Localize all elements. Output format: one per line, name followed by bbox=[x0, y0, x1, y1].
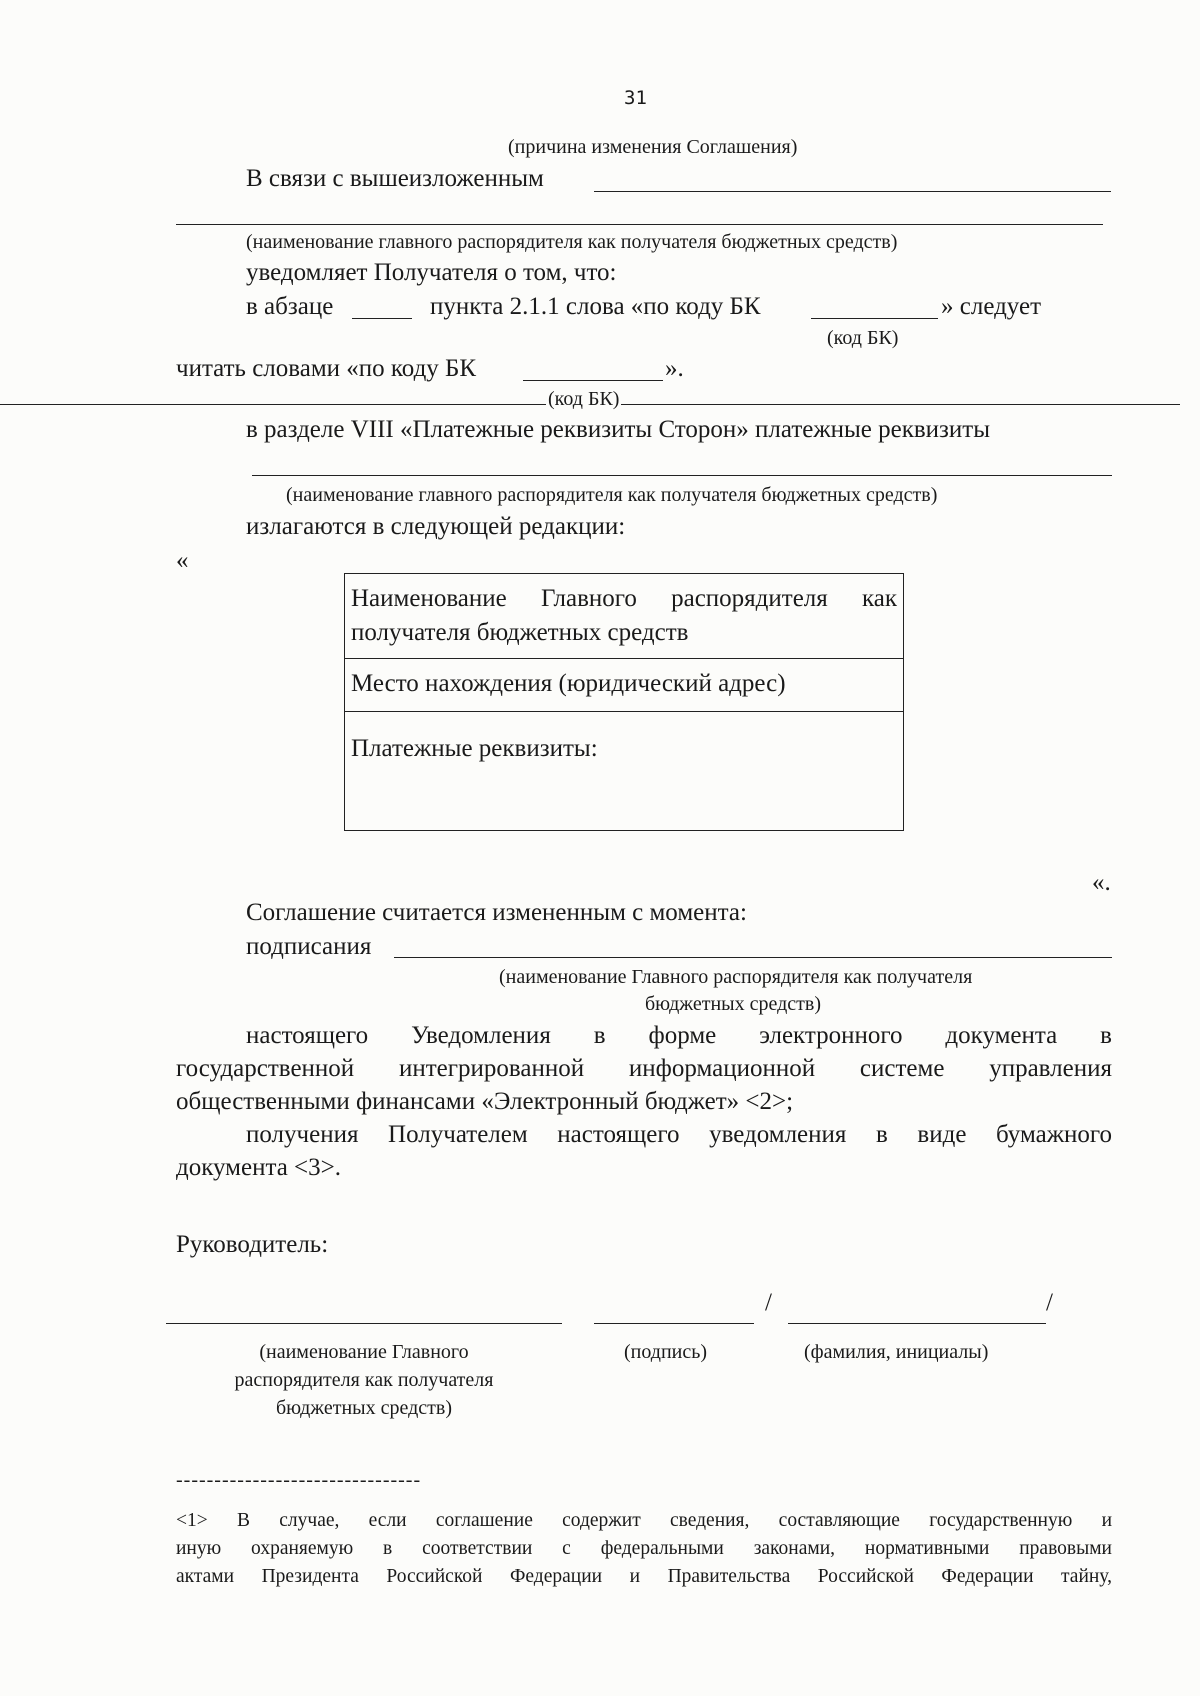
point-bk-text: пункта 2.1.1 слова «по коду БК bbox=[430, 293, 761, 320]
blank-line-kod-bk-2 bbox=[523, 380, 663, 381]
caption-kod-bk-1: (код БК) bbox=[827, 327, 899, 349]
payment-details-table bbox=[344, 573, 904, 831]
table-cell-line: получателя бюджетных средств bbox=[351, 619, 689, 646]
signing-text: подписания bbox=[246, 933, 372, 960]
caption-change-reason: (причина изменения Соглашения) bbox=[508, 136, 798, 158]
table-row bbox=[345, 712, 904, 831]
blank-line-kod-bk-1 bbox=[811, 318, 938, 319]
notice-form-line-3: общественными финансами «Электронный бюджет» <2>; bbox=[176, 1088, 794, 1115]
signature-line-fio bbox=[788, 1323, 1046, 1324]
closing-quote: «. bbox=[1092, 869, 1111, 896]
agreement-changed-text: Соглашение считается измененным с момента: bbox=[246, 899, 747, 926]
footnote-1-line-1: <1> В случае, если соглашение содержит сведения, составляющие государственную и bbox=[176, 1510, 1112, 1531]
caption-chief-manager-1: (наименование главного распорядителя как получателя бюджетных средств) bbox=[246, 231, 898, 253]
read-as-close: ». bbox=[665, 355, 684, 382]
receipt-line-2: документа <3>. bbox=[176, 1154, 342, 1181]
signature-line-name bbox=[166, 1323, 562, 1324]
signature-slash-2: / bbox=[1046, 1289, 1053, 1316]
sig-caption-name-3: бюджетных средств) bbox=[276, 1397, 452, 1419]
notice-form-line-1: настоящего Уведомления в форме электронного документа в bbox=[246, 1022, 1112, 1049]
blank-line-chief-manager-3 bbox=[394, 957, 1112, 958]
paragraph-label: в абзаце bbox=[246, 293, 334, 320]
notifies-recipient-text: уведомляет Получателя о том, что: bbox=[246, 259, 617, 286]
page-number: 31 bbox=[624, 87, 647, 109]
read-as-text: читать словами «по коду БК bbox=[176, 355, 477, 382]
blank-line-paragraph bbox=[352, 318, 412, 319]
in-connection-text: В связи с вышеизложенным bbox=[246, 165, 544, 192]
footnote-1-line-2: иную охраняемую в соответствии с федеральными законами, нормативными правовыми bbox=[176, 1538, 1112, 1559]
table-row bbox=[345, 574, 904, 659]
footnote-1-line-3: актами Президента Российской Федерации и Правительства Российской Федерации тайну, bbox=[176, 1566, 1112, 1587]
sig-caption-name-2: распорядителя как получателя bbox=[234, 1369, 494, 1391]
table-cell-chief-manager bbox=[345, 574, 904, 659]
blank-line-chief-manager-1 bbox=[176, 224, 1103, 225]
table-row bbox=[345, 659, 904, 712]
receipt-line-1: получения Получателем настоящего уведомления в виде бумажного bbox=[246, 1121, 1112, 1148]
signature-slash-1: / bbox=[765, 1289, 772, 1316]
notice-form-line-2: государственной интегрированной информационной системе управления bbox=[176, 1055, 1112, 1082]
footnote-separator: -------------------------------- bbox=[176, 1469, 422, 1491]
blank-line-reason bbox=[594, 191, 1111, 192]
caption-chief-manager-2: (наименование главного распорядителя как получателя бюджетных средств) bbox=[286, 484, 938, 506]
blank-line-chief-manager-2 bbox=[252, 475, 1112, 476]
caption-chief-manager-3-cont: бюджетных средств) bbox=[645, 993, 821, 1015]
sig-caption-name-1: (наименование Главного bbox=[259, 1341, 469, 1363]
table-cell-line: Наименование Главного распорядителя как bbox=[351, 585, 897, 612]
table-cell-payment-details: Платежные реквизиты: bbox=[345, 712, 904, 831]
table-cell-address: Место нахождения (юридический адрес) bbox=[345, 659, 904, 712]
signature-line-signature bbox=[594, 1323, 754, 1324]
should-text: » следует bbox=[941, 293, 1041, 320]
caption-kod-bk-2: (код БК) bbox=[548, 388, 620, 410]
caption-chief-manager-3: (наименование Главного распорядителя как получателя bbox=[499, 966, 973, 988]
sig-caption-fio: (фамилия, инициалы) bbox=[804, 1341, 989, 1363]
head-label: Руководитель: bbox=[176, 1231, 329, 1258]
set-out-as-text: излагаются в следующей редакции: bbox=[246, 513, 626, 540]
opening-quote: « bbox=[176, 547, 189, 574]
section-viii-text: в разделе VIII «Платежные реквизиты Сторон» платежные реквизиты bbox=[246, 416, 991, 443]
sig-caption-signature: (подпись) bbox=[624, 1341, 708, 1363]
